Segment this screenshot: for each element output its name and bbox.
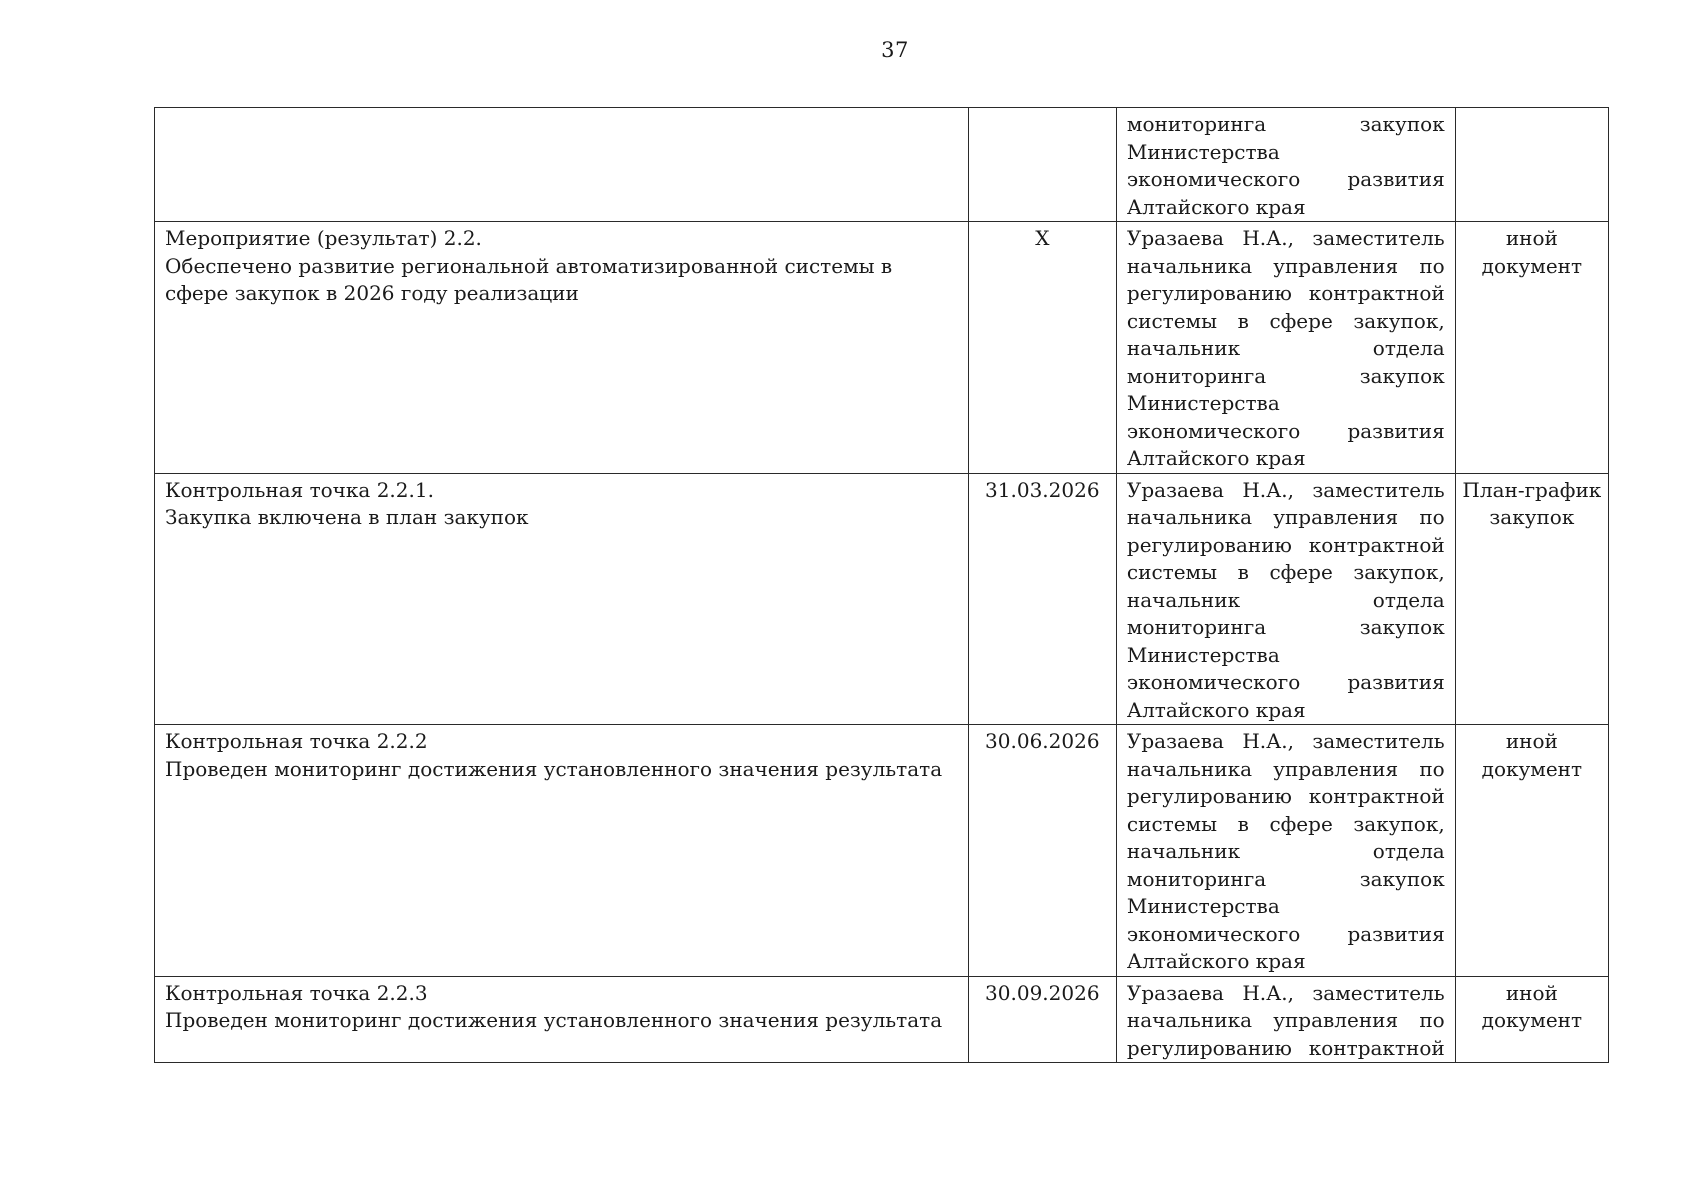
responsible-cell	[1116, 473, 1455, 725]
row-text: Проведен мониторинг достижения установленного значения результата	[165, 1008, 943, 1032]
table-row	[155, 725, 1609, 977]
row-text: Проведен мониторинг достижения установленного значения результата	[165, 756, 943, 781]
page-number: 37	[881, 38, 909, 62]
document-line: иной	[1505, 226, 1558, 250]
date-cell: 31.03.2026	[968, 473, 1116, 725]
document-line: документ	[1481, 1008, 1583, 1032]
responsible-line: мониторинга закупок	[1126, 112, 1445, 136]
responsible-line: Алтайского края	[1126, 194, 1306, 219]
responsible-line: Алтайского края	[1126, 697, 1306, 722]
document-line: документ	[1481, 253, 1583, 278]
responsible-line: мониторинга закупок	[1126, 363, 1445, 388]
row-title: Контрольная точка 2.2.2	[165, 729, 428, 753]
responsible-line: экономического развития	[1126, 670, 1445, 694]
row-title: Контрольная точка 2.2.3	[165, 980, 428, 1005]
document-line: иной	[1505, 729, 1558, 753]
table-row	[155, 108, 1609, 222]
table-row	[155, 976, 1609, 1063]
responsible-line: начальник отдела	[1126, 587, 1445, 612]
description-cell	[155, 725, 969, 977]
responsible-cell	[1116, 976, 1455, 1063]
document-line: документ	[1481, 756, 1583, 781]
responsible-line: начальника управления по	[1126, 1008, 1445, 1032]
responsible-line: Министерства	[1126, 894, 1280, 918]
responsible-cell	[1116, 108, 1455, 222]
row-text: Закупка включена в план закупок	[165, 505, 529, 529]
responsible-line: начальник отдела	[1126, 839, 1445, 863]
responsible-line: регулированию контрактной	[1126, 1035, 1445, 1060]
responsible-line: регулированию контрактной	[1126, 784, 1445, 808]
description-cell	[155, 222, 969, 474]
activity-table	[154, 107, 1609, 1063]
date-cell: X	[968, 222, 1116, 474]
date-cell: 30.06.2026	[968, 725, 1116, 977]
responsible-line: экономического развития	[1126, 921, 1445, 946]
responsible-line: Алтайского края	[1126, 949, 1306, 973]
responsible-line: экономического развития	[1126, 167, 1445, 191]
document-cell	[1455, 108, 1608, 222]
responsible-line: регулированию контрактной	[1126, 532, 1445, 557]
responsible-line: Уразаева Н.А., заместитель	[1126, 226, 1445, 250]
table-row	[155, 222, 1609, 474]
responsible-line: регулированию контрактной	[1126, 281, 1445, 305]
responsible-cell	[1116, 725, 1455, 977]
responsible-line: экономического развития	[1126, 418, 1445, 443]
responsible-cell	[1116, 222, 1455, 474]
responsible-line: мониторинга закупок	[1126, 866, 1445, 891]
responsible-line: Министерства	[1126, 139, 1280, 164]
document-line: иной	[1505, 980, 1558, 1005]
responsible-line: системы в сфере закупок,	[1126, 560, 1445, 584]
responsible-line: Уразаева Н.А., заместитель	[1126, 477, 1445, 502]
description-cell	[155, 473, 969, 725]
responsible-line: Уразаева Н.А., заместитель	[1126, 980, 1445, 1005]
row-text: Обеспечено развитие региональной автоматизированной системы в сфере закупок в 2026 году реализации	[165, 253, 893, 305]
responsible-line: Министерства	[1126, 391, 1280, 415]
responsible-line: начальника управления по	[1126, 756, 1445, 781]
date-cell: 30.09.2026	[968, 976, 1116, 1063]
document-line: закупок	[1489, 505, 1575, 529]
date-cell	[968, 108, 1116, 222]
document-cell	[1455, 222, 1608, 474]
responsible-line: Министерства	[1126, 642, 1280, 667]
table-row	[155, 473, 1609, 725]
row-title: Контрольная точка 2.2.1.	[165, 477, 434, 502]
responsible-line: системы в сфере закупок,	[1126, 308, 1445, 333]
responsible-line: начальника управления по	[1126, 253, 1445, 278]
responsible-line: мониторинга закупок	[1126, 615, 1445, 639]
responsible-line: Уразаева Н.А., заместитель	[1126, 729, 1445, 753]
responsible-line: Алтайского края	[1126, 446, 1306, 470]
responsible-line: системы в сфере закупок,	[1126, 811, 1445, 836]
document-cell	[1455, 725, 1608, 977]
responsible-line: начальник отдела	[1126, 336, 1445, 360]
document-line: План-график	[1462, 477, 1602, 502]
description-cell	[155, 976, 969, 1063]
description-cell	[155, 108, 969, 222]
document-cell	[1455, 976, 1608, 1063]
responsible-line: начальника управления по	[1126, 505, 1445, 529]
row-title: Мероприятие (результат) 2.2.	[165, 226, 482, 250]
document-cell	[1455, 473, 1608, 725]
